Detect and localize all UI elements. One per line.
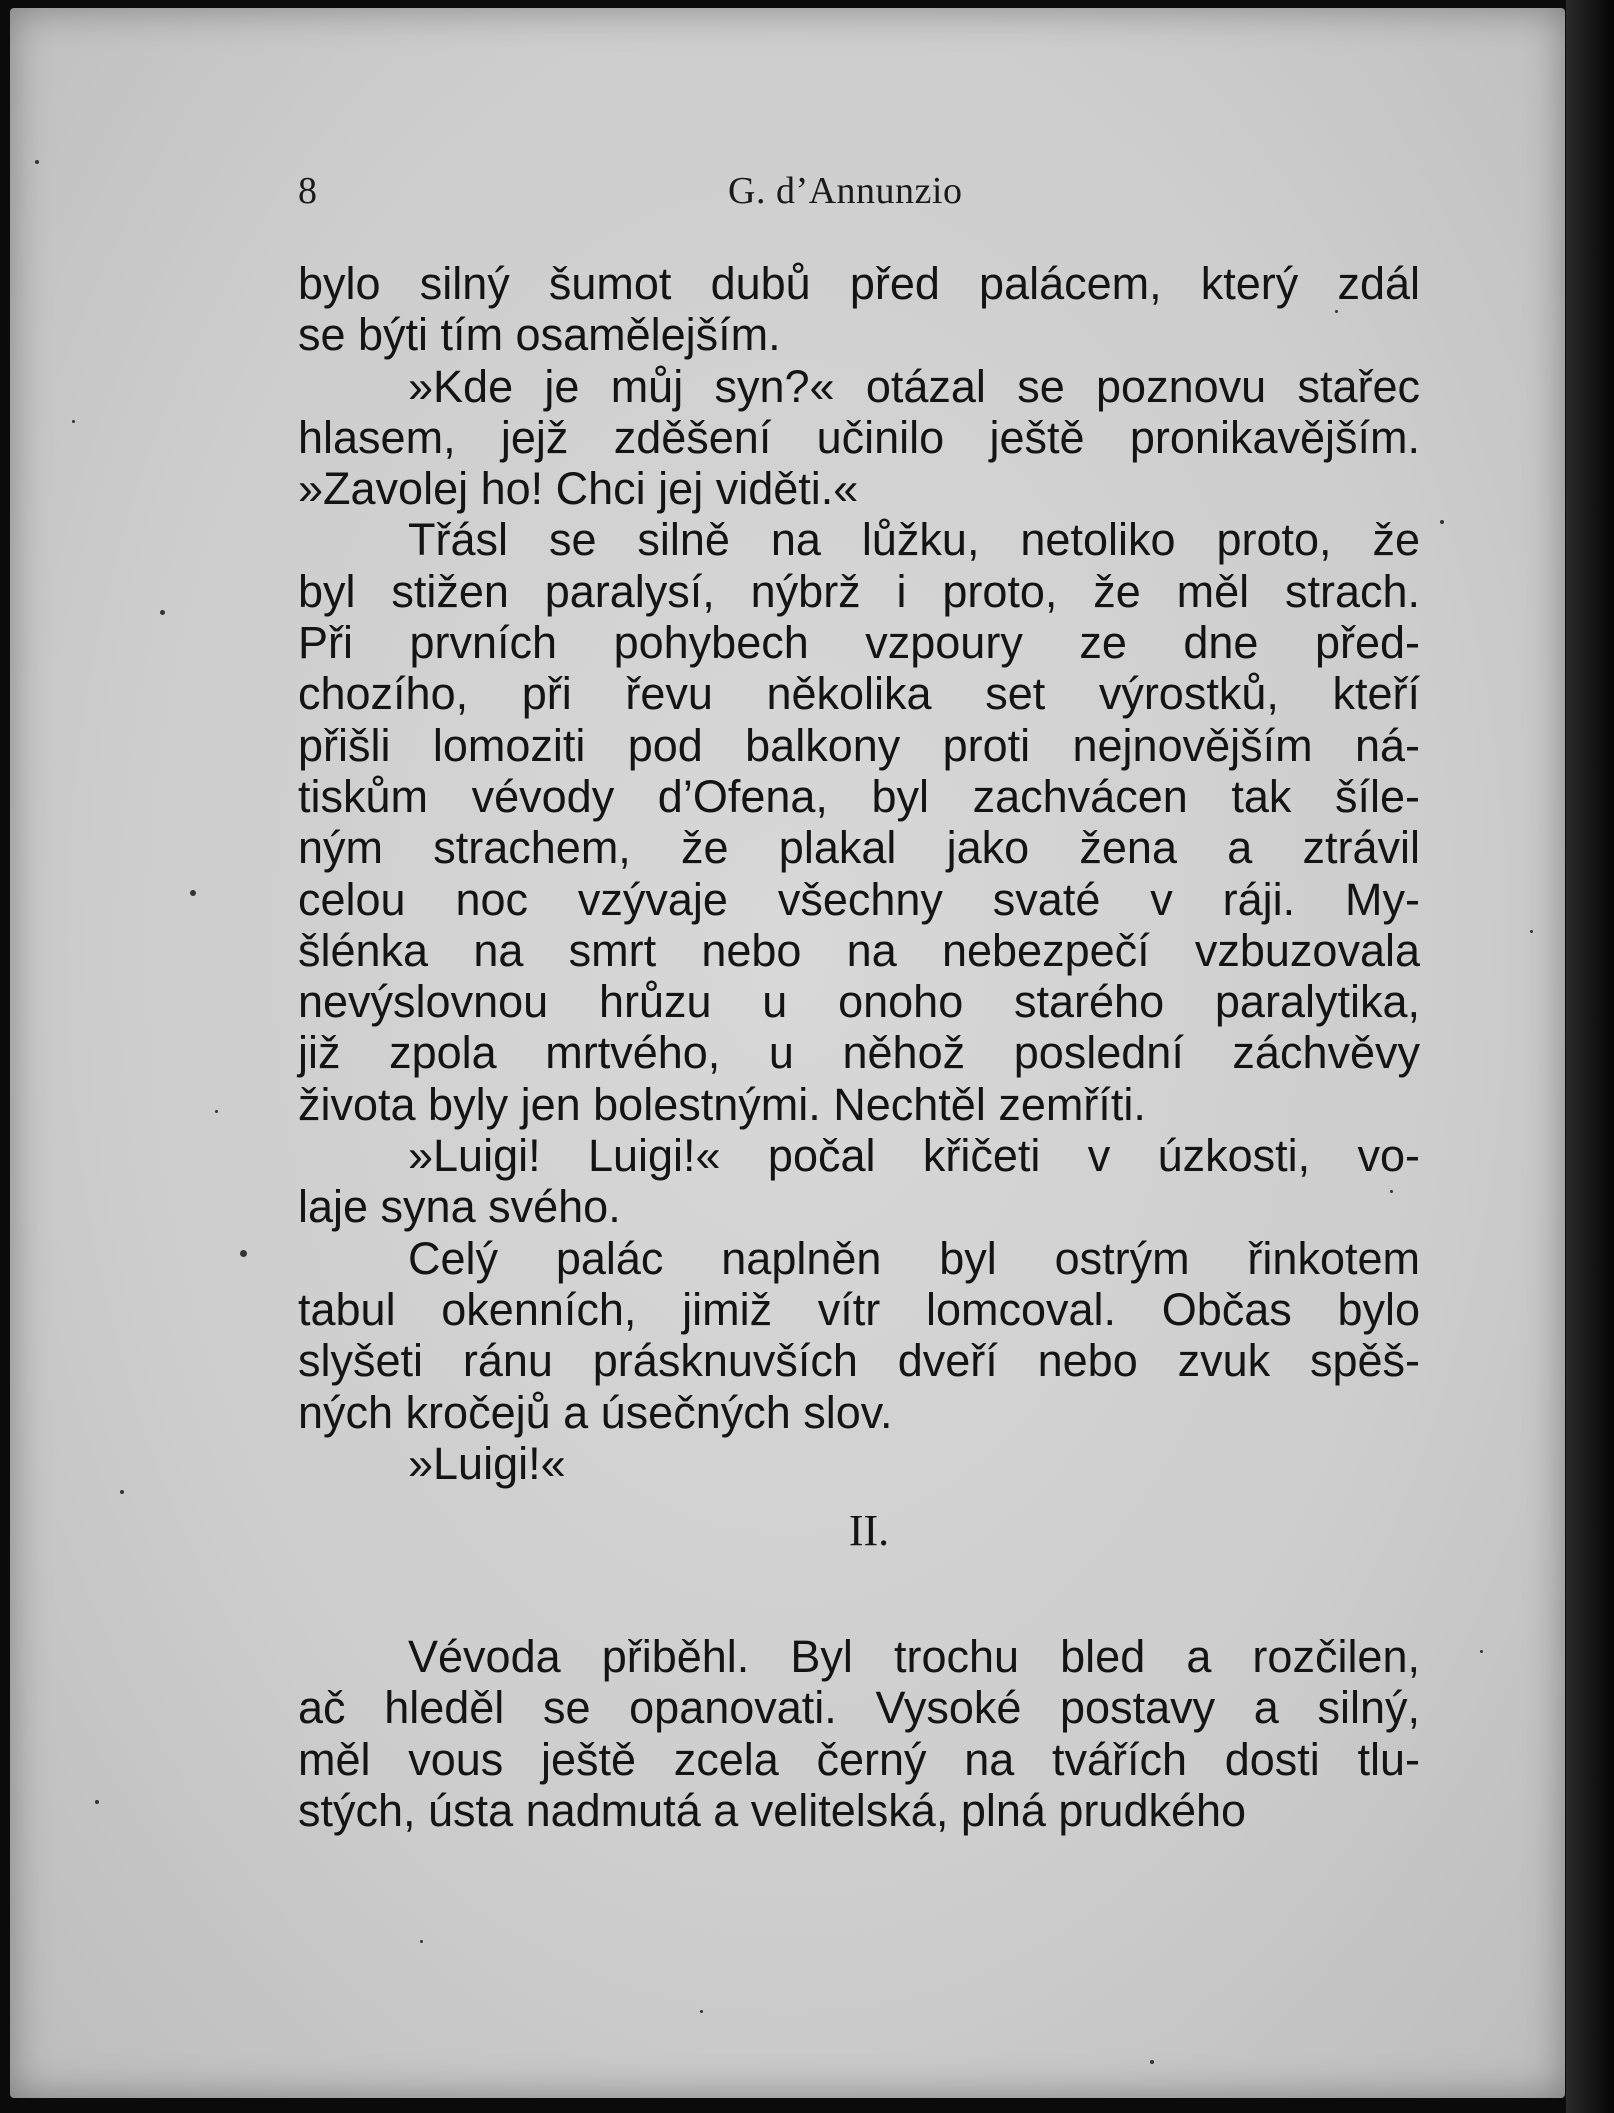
scan-speck (1150, 2060, 1154, 2064)
text-line: Vévoda přiběhl. Byl trochu bled a rozčilen, (408, 1631, 1420, 1683)
text-line: »Luigi!« (408, 1437, 566, 1489)
text-line: Při prvních pohybech vzpoury ze dne před- (298, 617, 1420, 669)
section-heading: II. (848, 1506, 890, 1556)
text-line: tabul okenních, jimiž vítr lomcoval. Občas bylo (298, 1283, 1420, 1335)
scan-speck (240, 1250, 247, 1257)
text-line: šlénka na smrt nebo na nebezpečí vzbuzovala (298, 924, 1420, 976)
text-line: stých, ústa nadmutá a velitelská, plná prudkého (298, 1785, 1247, 1837)
paragraph (298, 258, 1420, 361)
scan-speck (1480, 1650, 1483, 1653)
text-line: Celý palác naplněn byl ostrým řinkotem (408, 1232, 1420, 1284)
scan-speck (120, 1490, 124, 1494)
text-line: života byly jen bolestnými. Nechtěl zemříti. (298, 1078, 1146, 1130)
paragraph (298, 1631, 1420, 1836)
text-line: celou noc vzývaje všechny svaté v ráji. My- (298, 873, 1420, 925)
text-line: se býti tím osamělejším. (298, 309, 781, 361)
scan-speck (72, 420, 75, 423)
paragraph (298, 514, 1420, 1130)
text-line: »Luigi! Luigi!« počal křičeti v úzkosti, vo- (408, 1130, 1420, 1182)
text-line: ným strachem, že plakal jako žena a ztrávil (298, 822, 1420, 874)
text-line: ných kročejů a úsečných slov. (298, 1386, 893, 1438)
scan-speck (1335, 310, 1338, 313)
scan-speck (1390, 1190, 1393, 1193)
scan-speck (1440, 520, 1444, 524)
body-text (298, 258, 1420, 1836)
page-number: 8 (298, 170, 317, 212)
text-line: tiskům vévody d’Ofena, byl zachvácen tak šíle- (298, 770, 1420, 822)
scan-speck (160, 610, 165, 615)
scan-speck (190, 890, 196, 896)
scan-speck (35, 160, 39, 164)
text-line: chozího, při řevu několika set výrostků, kteří (298, 668, 1420, 720)
paragraph (298, 1438, 1420, 1489)
paragraph (298, 1233, 1420, 1438)
paragraph (298, 361, 1420, 515)
text-line: laje syna svého. (298, 1181, 621, 1233)
running-title: G. d’Annunzio (728, 170, 963, 212)
text-line: bylo silný šumot dubů před palácem, který zdál (298, 258, 1420, 309)
paragraph (298, 1130, 1420, 1233)
scan-speck (420, 1940, 423, 1943)
scan-speck (215, 1110, 218, 1113)
text-line: již zpola mrtvého, u něhož poslední záchvěvy (298, 1027, 1420, 1079)
text-line: ač hleděl se opanovati. Vysoké postavy a silný, (298, 1682, 1420, 1734)
text-line: hlasem, jejž zděšení učinilo ještě pronikavějším. (298, 411, 1420, 463)
running-head (298, 165, 1420, 217)
text-line: »Kde je můj syn?« otázal se poznovu stařec (408, 360, 1420, 412)
scan-speck (95, 1800, 99, 1804)
text-line: Třásl se silně na lůžku, netoliko proto, že (408, 514, 1420, 566)
scan-speck (1530, 930, 1533, 933)
text-line: slyšeti ránu prásknuvších dveří nebo zvuk spěš- (298, 1335, 1420, 1387)
text-line: nevýslovnou hrůzu u onoho starého paralytika, (298, 976, 1420, 1028)
text-line: »Zavolej ho! Chci jej viděti.« (298, 463, 859, 515)
scan-speck (700, 2010, 703, 2013)
page-edge-shadow (1566, 0, 1614, 2113)
text-line: byl stižen paralysí, nýbrž i proto, že měl strach. (298, 565, 1420, 617)
text-line: přišli lomoziti pod balkony proti nejnovějším ná- (298, 719, 1420, 771)
text-line: měl vous ještě zcela černý na tvářích dosti tlu- (298, 1733, 1420, 1785)
